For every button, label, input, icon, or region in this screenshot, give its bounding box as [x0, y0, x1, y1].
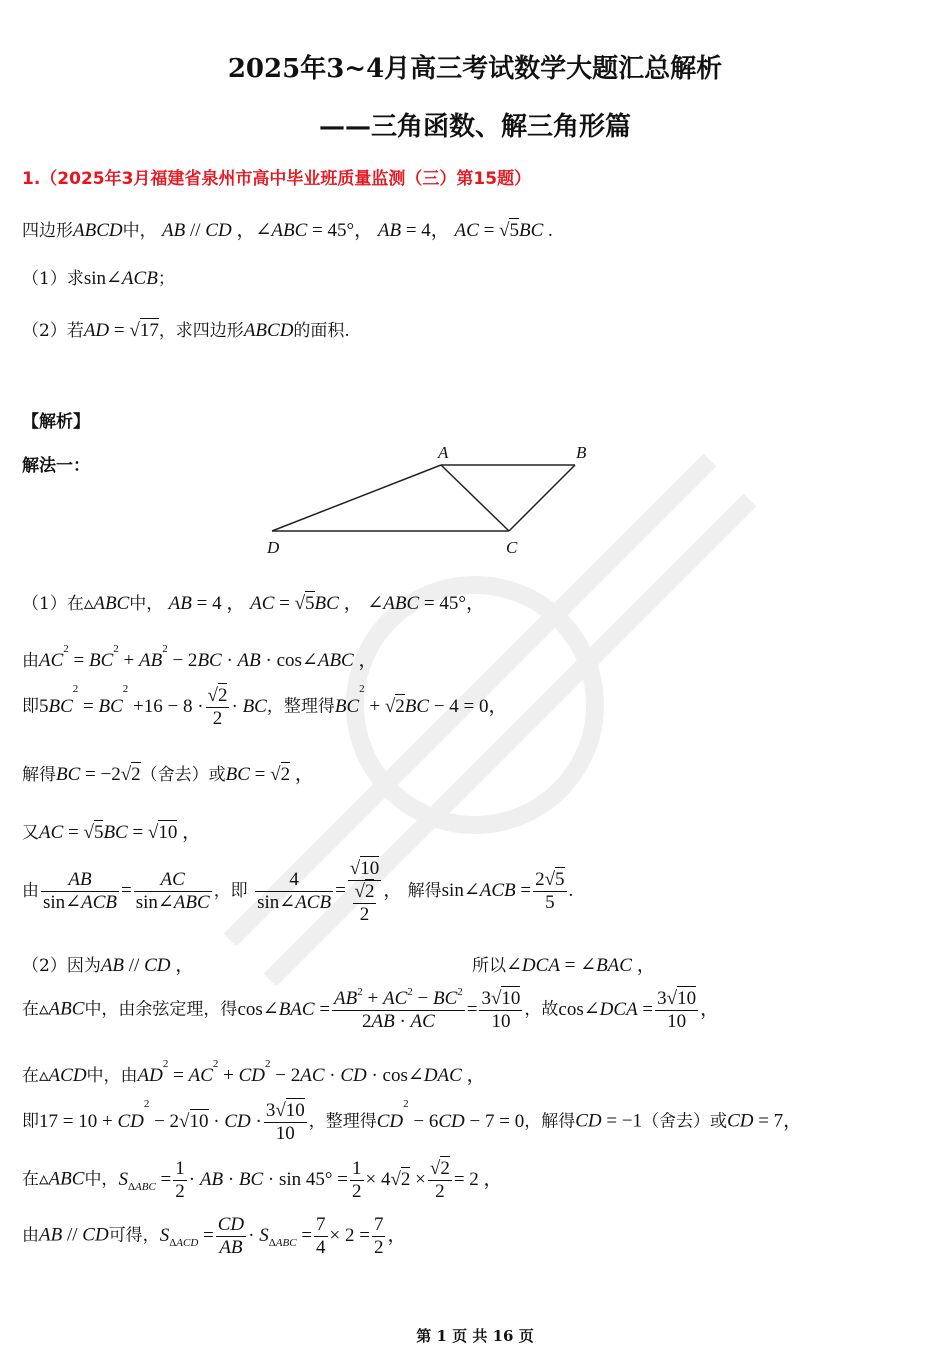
law-of-sines: 由 $\frac{AB}{\text{sin∠ACB}}$ = $\frac{AC}{\text{sin∠ABC}}$ ，即 $\frac{4}{\text{sin∠ACB}}$ = $\frac{√10}{\frac{√2}{2}}$ ， 解得sin∠ACB = $\frac{2√5}{5}$ . — [22, 858, 574, 925]
label-d: D — [267, 538, 280, 557]
part1-given: （1）在▵ABC中， AB = 4 ， AC = √5BC ， ∠ABC = 45°， — [22, 593, 485, 614]
edge-da — [272, 465, 441, 531]
method-label: 解法一： — [22, 456, 90, 476]
quadrilateral-figure — [255, 440, 605, 560]
problem-stem: 四边形ABCD中， AB // CD ，∠ABC = 45°， AB = 4， AC = √5BC . — [22, 220, 553, 241]
area-abc: 在▵ABC中，$S_{\Delta ABC}$ = $\frac{1}{2}$ · AB · BC · sin 45° = $\frac{1}{2}$ × 4√2 × $\frac{√2}{2}$ = 2 ， — [22, 1158, 503, 1202]
law-of-cosines: 由$AC^2 = BC^2 + AB^2 - 2BC$ · AB · cos∠ABC ， — [22, 643, 378, 671]
cos-bac: 在▵ABC中，由余弦定理，得cos∠BAC = $\frac{AB^2 + AC^2 - BC^2}{2AB \cdot AC}$ = $\frac{3√10}{10}$ ，故cos∠DCA = $\frac{3√10}{10}$ ， — [22, 986, 720, 1032]
bc-solution: 解得BC = −2√2（舍去）或BC = √2 ， — [22, 764, 314, 785]
label-b: B — [576, 443, 587, 462]
solution-heading: 【解析】 — [22, 412, 90, 432]
acd-cosine: 在▵ACD中，由$AD^2 = AC^2 + CD^2 - 2AC$ · CD · cos∠DAC ， — [22, 1058, 486, 1086]
edge-bc — [509, 465, 575, 531]
edge-ac — [441, 465, 509, 531]
area-acd: 由AB // CD可得，$S_{\Delta ACD}$ = $\frac{CD}{AB}$ · $S_{\Delta ABC}$ = $\frac{7}{4}$ × 2 = $\frac{7}{2}$ ， — [22, 1214, 407, 1258]
page-subtitle: ——三角函数、解三角形篇 — [318, 112, 631, 142]
problem-source: 1.（2025年3月福建省泉州市高中毕业班质量监测（三）第15题） — [22, 169, 532, 189]
page-footer: 第 1 页 共 16 页 — [416, 1327, 534, 1345]
part2-angle: 所以∠DCA = ∠BAC ， — [472, 955, 656, 976]
ac-value: 又AC = √5BC = √10 ， — [22, 822, 202, 843]
question-2: （2）若AD = √17，求四边形ABCD的面积. — [22, 320, 350, 341]
label-c: C — [506, 538, 518, 557]
equation-bc: 即$5BC^2 = BC^2 +16 - 8$ · $\frac{√2}{2}$ · BC，整理得$BC^2 + √2BC - 4 = 0$， — [22, 683, 508, 729]
cd-equation: 即$17 = 10 + CD^2 - 2√10$ · CD · $\frac{3√10}{10}$ ，整理得$CD^2 - 6CD - 7 = 0$，解得CD = −1（舍去）或CD = 7， — [22, 1098, 803, 1144]
question-1: （1）求sin∠ACB； — [22, 268, 175, 289]
label-a: A — [438, 443, 449, 462]
page-title: 2025年3~4月高三考试数学大题汇总解析 — [227, 54, 723, 84]
part2-given: （2）因为AB // CD ， — [22, 955, 195, 976]
